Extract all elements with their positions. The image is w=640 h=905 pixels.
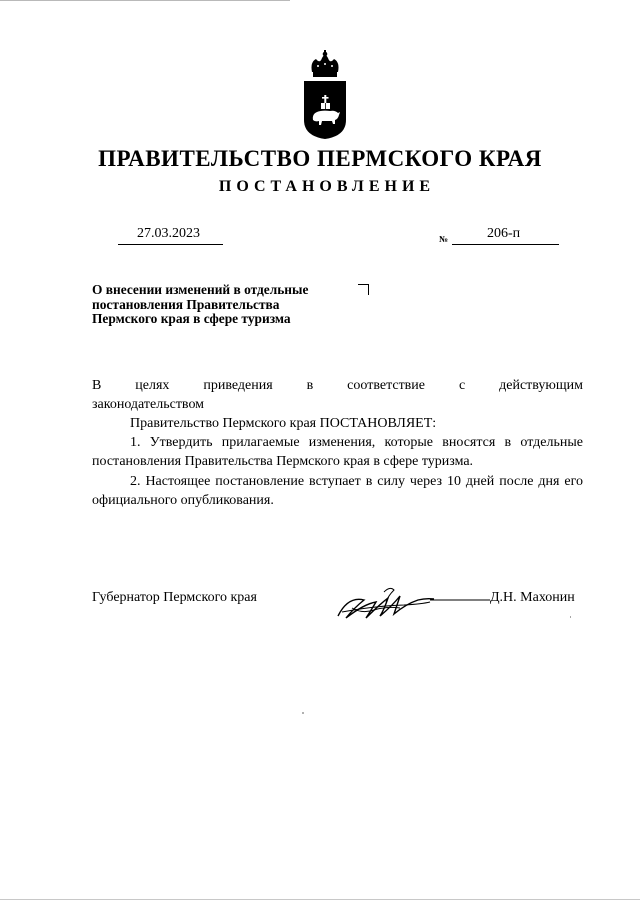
paragraph-preamble-continued: законодательством bbox=[92, 397, 205, 412]
handwritten-signature-icon bbox=[334, 578, 494, 628]
paragraph-resolves: Правительство Пермского края ПОСТАНОВЛЯЕТ: bbox=[130, 416, 437, 431]
heading-line-3: Пермского края в сфере туризма bbox=[92, 311, 291, 326]
scan-speck bbox=[302, 712, 304, 714]
document-type-title: ПОСТАНОВЛЕНИЕ bbox=[218, 178, 436, 195]
document-heading bbox=[92, 283, 352, 327]
document-number: 206-п bbox=[487, 226, 521, 241]
government-title: ПРАВИТЕЛЬСТВО ПЕРМСКОГО КРАЯ bbox=[98, 146, 542, 171]
signatory-position: Губернатор Пермского края bbox=[92, 590, 257, 605]
signatory-name: Д.Н. Махонин bbox=[490, 590, 575, 605]
perm-krai-coat-of-arms-icon bbox=[300, 50, 350, 140]
number-underline bbox=[452, 244, 559, 245]
date-underline bbox=[118, 244, 223, 245]
heading-line-1: О внесении изменений в отдельные bbox=[92, 282, 309, 297]
paragraph-item-1: 1. Утвердить прилагаемые изменения, которые вносятся в отдельные постановления Правительства Пермского края в сфере туризма. bbox=[92, 435, 583, 469]
heading-corner-mark bbox=[358, 284, 369, 295]
scan-edge-line bbox=[0, 0, 290, 1]
scan-edge-line-bottom bbox=[0, 899, 640, 900]
scan-speck bbox=[570, 616, 571, 618]
paragraph-preamble: В целях приведения в соответствие с действующим bbox=[92, 378, 583, 393]
number-sign: № bbox=[439, 234, 449, 244]
document-date: 27.03.2023 bbox=[137, 226, 200, 241]
paragraph-item-2: 2. Настоящее постановление вступает в силу через 10 дней после дня его официального опубликования. bbox=[92, 474, 583, 508]
heading-line-2: постановления Правительства bbox=[92, 296, 280, 312]
